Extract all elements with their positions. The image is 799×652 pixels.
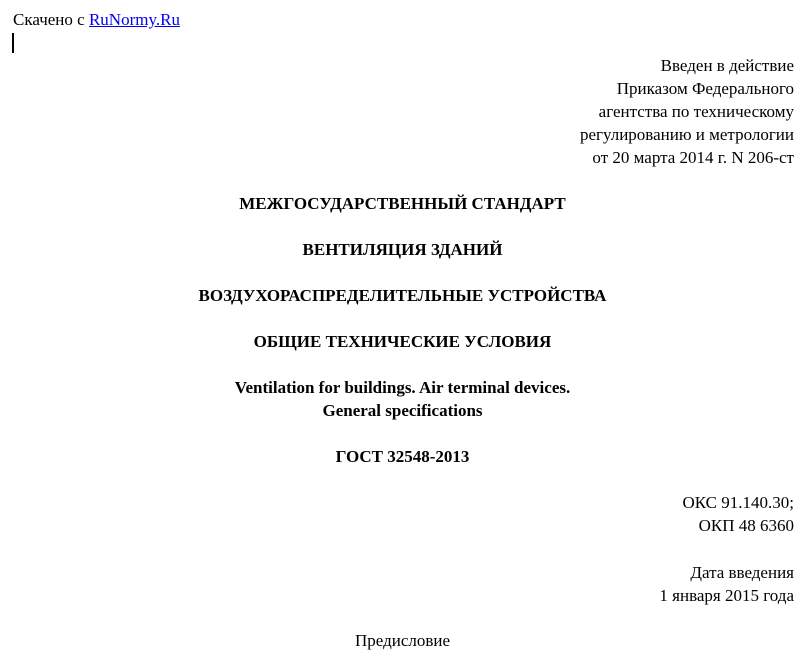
effective-date-label: Дата введения <box>690 563 794 582</box>
oks-code: ОКС 91.140.30; <box>682 493 794 512</box>
standard-title-3: ОБЩИЕ ТЕХНИЧЕСКИЕ УСЛОВИЯ <box>253 332 552 351</box>
approval-line: агентства по техническому <box>598 102 794 121</box>
english-title <box>0 376 799 422</box>
preface-heading: Предисловие <box>354 631 451 650</box>
standard-number: ГОСТ 32548-2013 <box>335 447 470 466</box>
effective-date-value: 1 января 2015 года <box>659 586 794 605</box>
okp-code: ОКП 48 6360 <box>698 516 794 535</box>
standard-title-2: ВОЗДУХОРАСПРЕДЕЛИТЕЛЬНЫЕ УСТРОЙСТВА <box>198 286 607 305</box>
standard-title-1: ВЕНТИЛЯЦИЯ ЗДАНИЙ <box>302 240 503 259</box>
approval-line: регулированию и метрологии <box>579 125 794 144</box>
english-title-line-1: Ventilation for buildings. Air terminal devices. <box>234 378 571 397</box>
approval-line: от 20 марта 2014 г. N 206-ст <box>592 148 794 167</box>
approval-line: Приказом Федерального <box>616 79 794 98</box>
english-title-line-2: General specifications <box>322 401 483 420</box>
text-cursor <box>12 33 14 53</box>
source-line <box>13 8 180 31</box>
effective-date-block <box>659 561 794 607</box>
source-link[interactable]: RuNormy.Ru <box>88 10 180 29</box>
approval-line: Введен в действие <box>660 56 794 75</box>
approval-block <box>580 54 794 169</box>
standard-type-heading: МЕЖГОСУДАРСТВЕННЫЙ СТАНДАРТ <box>239 194 566 213</box>
source-prefix: Скачено с <box>13 10 89 29</box>
classification-codes <box>682 491 794 537</box>
